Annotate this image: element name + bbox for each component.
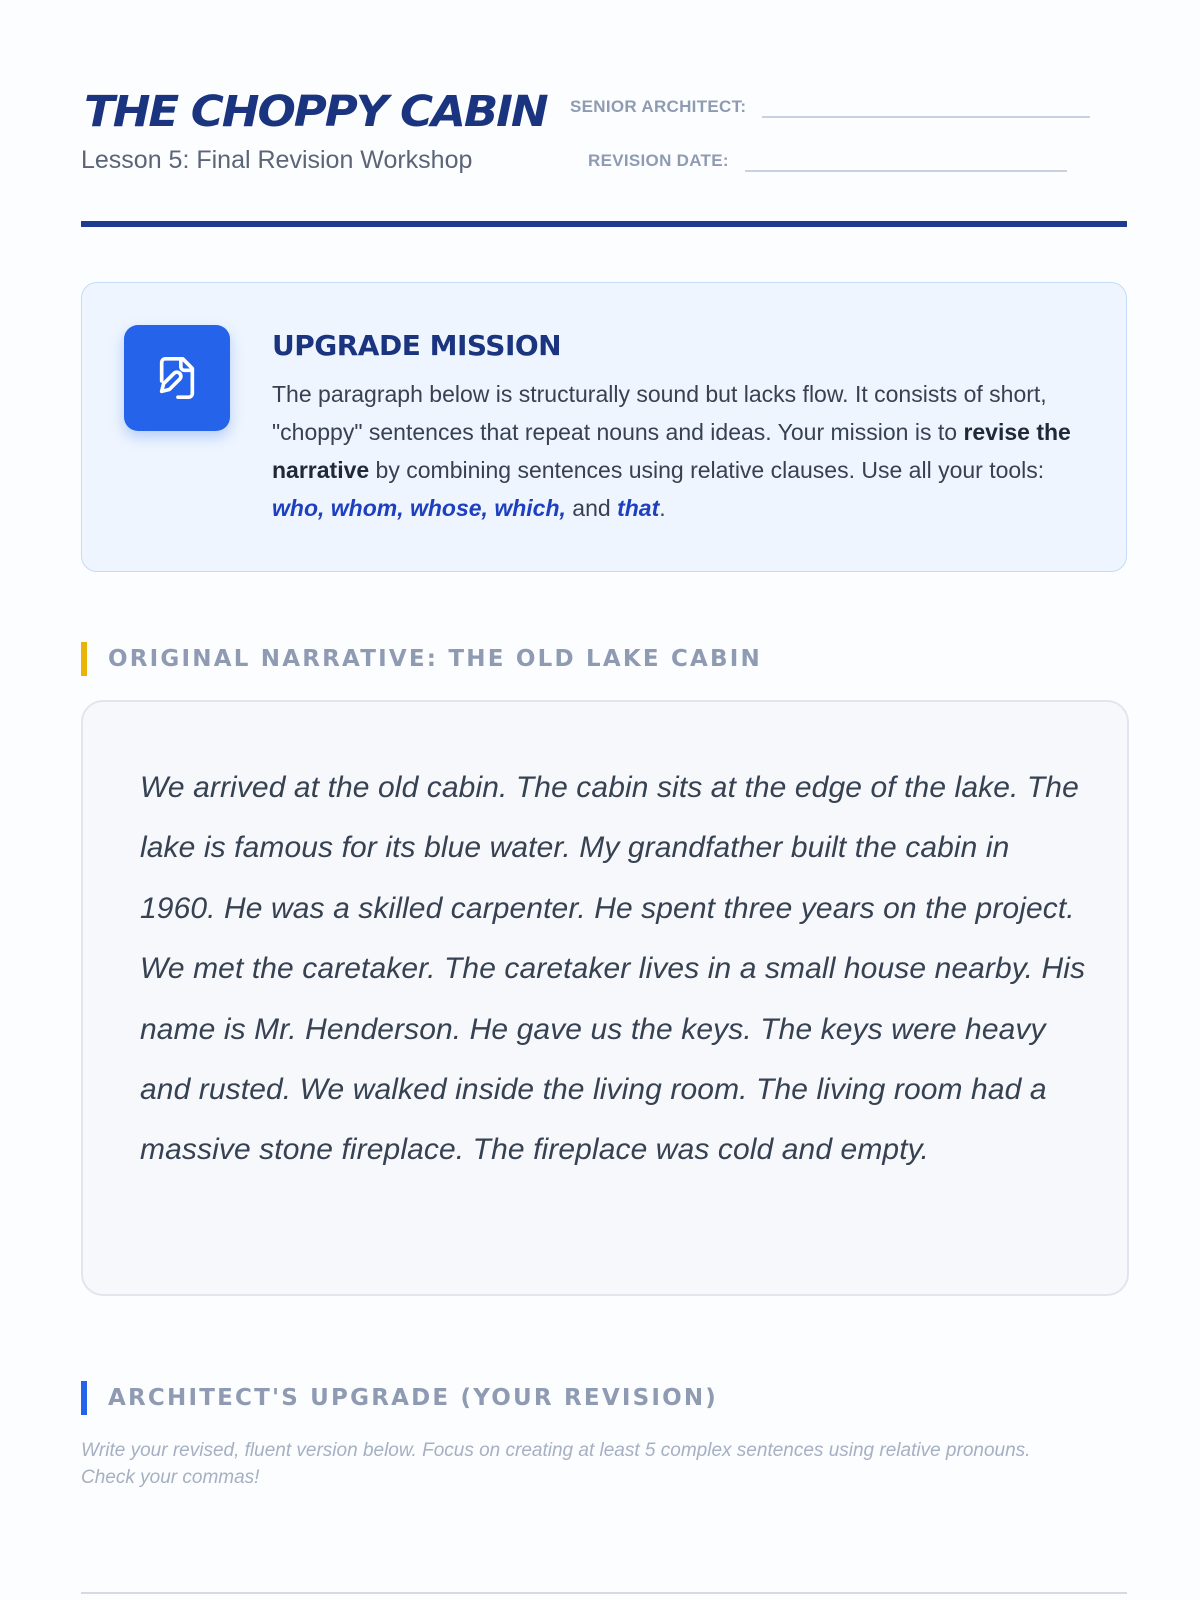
original-narrative-heading <box>81 642 762 676</box>
original-narrative-box <box>81 700 1129 1296</box>
heading-accent-bar <box>81 642 87 676</box>
header-divider <box>81 221 1127 227</box>
mission-emphasis: revise the narrative <box>272 419 1071 483</box>
relative-pronoun-list: who, whom, whose, which, <box>272 495 566 521</box>
senior-architect-label: SENIOR ARCHITECT: <box>570 97 747 116</box>
revision-date-label: REVISION DATE: <box>588 151 729 170</box>
mission-text-part: by combining sentences using relative clauses. Use all your tools: <box>369 457 1045 483</box>
senior-architect-input[interactable] <box>762 94 1090 118</box>
mission-text-part: and <box>565 495 618 521</box>
revision-instruction: Write your revised, fluent version below. Focus on creating at least 5 complex sentences using relative pronouns. Check your commas! <box>81 1440 1031 1488</box>
mission-title: UPGRADE MISSION <box>272 329 562 362</box>
mission-text-part: . <box>659 495 666 521</box>
revision-date-field <box>588 148 1067 172</box>
original-narrative-heading-text: ORIGINAL NARRATIVE: THE OLD LAKE CABIN <box>108 646 762 672</box>
mission-description <box>272 375 1082 527</box>
senior-architect-field <box>570 94 1090 118</box>
revision-heading <box>81 1381 718 1415</box>
file-edit-icon <box>124 325 230 431</box>
revision-writing-line[interactable] <box>81 1592 1127 1594</box>
lesson-subtitle: Lesson 5: Final Revision Workshop <box>81 146 473 174</box>
worksheet-title: THE CHOPPY CABIN <box>84 87 547 137</box>
relative-pronoun-that: that <box>617 495 660 521</box>
revision-date-input[interactable] <box>745 148 1067 172</box>
mission-text-part: The paragraph below is structurally sound but lacks flow. It consists of short, "choppy" sentences that repeat nouns and ideas. Your mission is to <box>272 381 1047 445</box>
original-narrative-text: We arrived at the old cabin. The cabin sits at the edge of the lake. The lake is famous for its blue water. My grandfather built the cabin in 1960. He was a skilled carpenter. He spent three years on the project. We met the caretaker. The caretaker lives in a small house nearby. His name is Mr. Henderson. He gave us the keys. The keys were heavy and rusted. We walked inside the living room. The living room had a massive stone fireplace. The fireplace was cold and empty. <box>140 771 1086 1167</box>
revision-heading-text: ARCHITECT'S UPGRADE (YOUR REVISION) <box>108 1385 719 1411</box>
mission-panel <box>81 282 1127 572</box>
heading-accent-bar <box>81 1381 87 1415</box>
worksheet-header <box>81 84 1127 232</box>
